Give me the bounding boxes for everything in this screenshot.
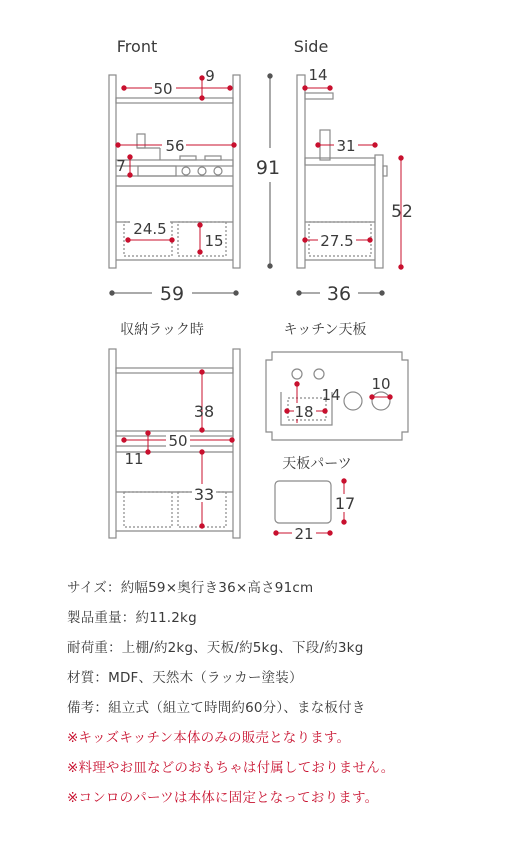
rack-dim-upper-height: 38	[193, 402, 215, 421]
note-toys-not-included: ※料理やお皿などのおもちゃは付属しておりません。	[67, 760, 395, 776]
rack-view	[109, 321, 240, 538]
tabletop-dim-burner: 10	[371, 375, 391, 393]
side-dim-lower-depth: 27.5	[320, 232, 354, 250]
spec-list	[67, 573, 517, 813]
spec-remarks: 備考：組立式（組立て時間約60分）、まな板付き	[67, 700, 366, 716]
side-overall-height: 91	[255, 157, 281, 179]
tabletop-title: キッチン天板	[283, 322, 367, 338]
spec-load: 耐荷重：上棚/約2kg、天板/約5kg、下段/約3kg	[67, 640, 364, 656]
part-outline	[275, 481, 331, 523]
part-title: 天板パーツ	[282, 456, 352, 472]
spec-size: サイズ：約幅59×奥行き36×高さ91cm	[67, 580, 314, 596]
note-stove-fixed: ※コンロのパーツは本体に固定となっております。	[67, 790, 379, 806]
rack-dim-shelf-width: 50	[168, 432, 188, 450]
note-body-only: ※キッズキッチン本体のみの販売となります。	[67, 730, 351, 746]
front-title: Front	[116, 37, 158, 56]
front-dim-top-width: 50	[153, 80, 173, 98]
tabletop-dim-sink-width: 18	[294, 403, 314, 421]
side-dim-top-depth: 14	[308, 66, 328, 84]
front-overall-width: 59	[159, 283, 185, 305]
front-dim-lower-height: 15	[204, 232, 224, 250]
spec-weight: 製品重量：約11.2kg	[67, 610, 197, 626]
front-view	[109, 37, 240, 305]
side-dim-counter-depth: 31	[336, 137, 356, 155]
side-view	[294, 37, 413, 305]
spec-material: 材質：MDF、天然木（ラッカー塗装）	[67, 670, 303, 686]
rack-dim-lower-height: 33	[193, 485, 215, 504]
side-dim-counter-height: 52	[391, 202, 413, 222]
part-dim-height: 17	[334, 494, 356, 513]
tabletop-view	[266, 321, 408, 440]
front-dim-top-gap: 9	[205, 67, 215, 85]
rack-title: 収納ラック時	[120, 322, 204, 338]
front-dim-counter-step: 7	[116, 157, 126, 175]
front-dim-counter-width: 56	[165, 137, 185, 155]
side-overall-depth: 36	[326, 283, 352, 305]
overall-height	[256, 74, 280, 268]
front-dim-lower-width: 24.5	[133, 220, 167, 238]
tabletop-dim-sink-depth: 14	[321, 386, 341, 404]
part-view	[274, 455, 355, 543]
side-title: Side	[293, 37, 329, 56]
part-dim-width: 21	[294, 525, 314, 543]
rack-dim-shelf-step: 11	[124, 450, 144, 468]
